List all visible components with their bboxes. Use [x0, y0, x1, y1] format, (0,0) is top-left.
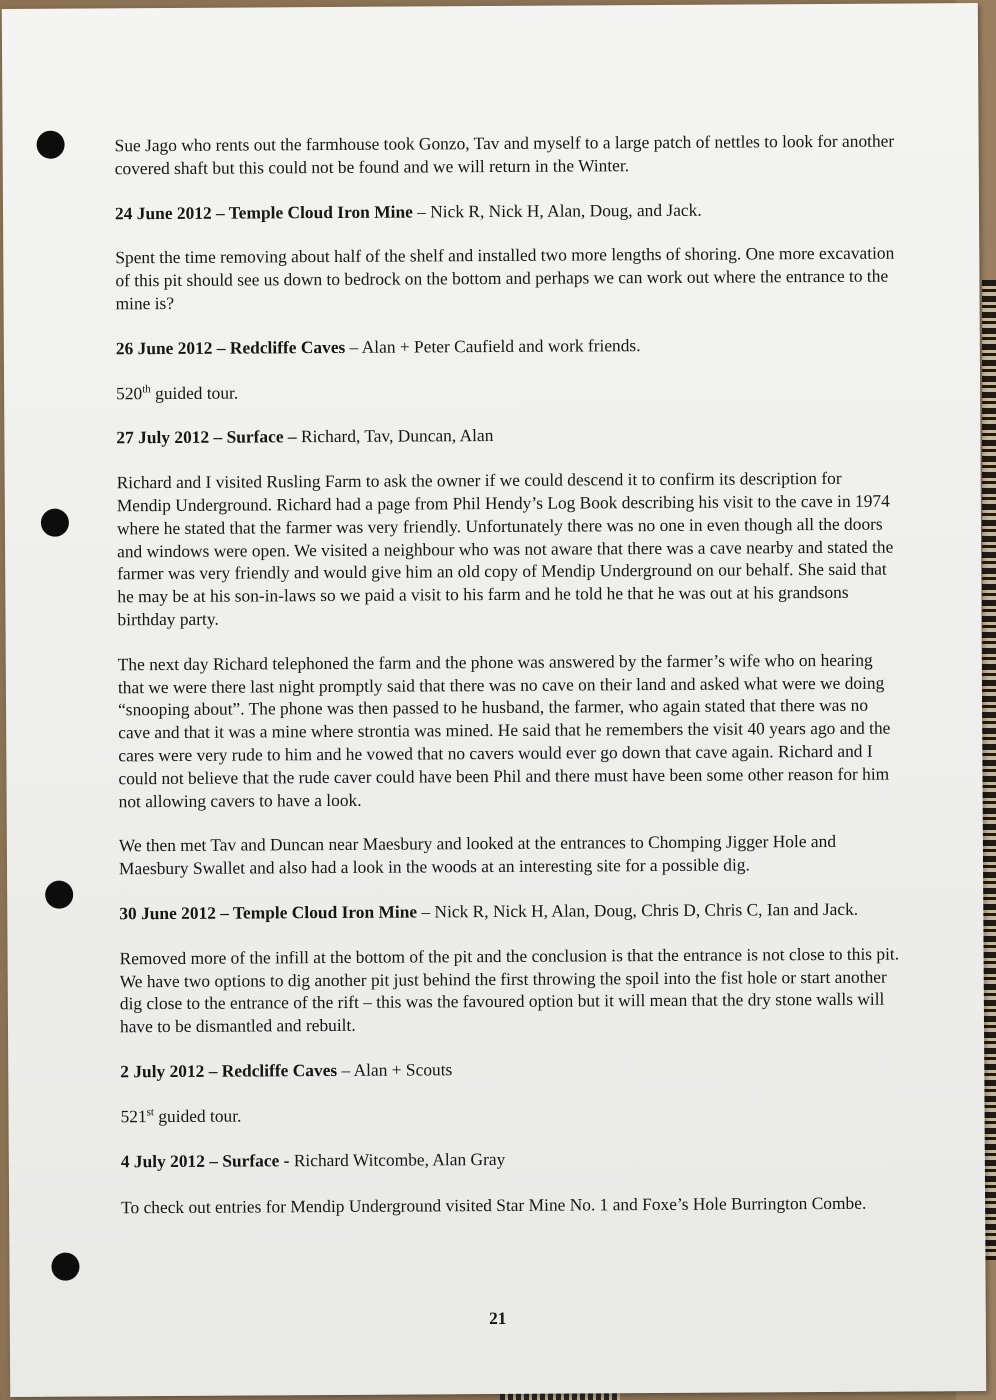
tour-count: 520th guided tour.	[116, 382, 239, 403]
entry-location: Surface	[222, 1149, 280, 1171]
entry-people: Alan + Peter Caufield and work friends.	[361, 334, 641, 357]
entry-date: 27 July 2012	[116, 427, 210, 448]
paragraph: Richard and I visited Rusling Farm to ask the owner if we could descend it to confirm its description for Mendip Underground. Richard had a page from Phil Hendy’s Log Book describing his visit to the cave in 1974 where he stated that the farmer was very friendly. Unfortunately there was no one in even though all the doors and windows were open. We visited a neighbour who was not aware that there was a cave nearby and stated the farmer was very friendly and would give him an old copy of Mendip Underground on our behalf. She said that he may be at his son-in-laws so we paid a visit to his farm and he told he that he was out at his grandsons birthday party.	[116, 468, 894, 630]
entry-date: 24 June 2012	[114, 202, 212, 223]
document-page	[2, 3, 986, 1397]
entry-location: Redcliffe Caves	[229, 336, 346, 358]
punch-hole-2	[41, 509, 69, 537]
tour-count: 521st guided tour.	[120, 1105, 242, 1126]
punch-hole-1	[37, 131, 65, 159]
log-entry-heading: 4 July 2012 – Surface - Richard Witcombe, Alan Gray	[120, 1148, 506, 1171]
paragraph: The next day Richard telephoned the farm and the phone was answered by the farmer’s wife who on hearing that we were there last night promptly said that there was no cave on their land and asked what were we doing “snooping about”. The phone was then passed to he husband, the farmer, who again stated that there was no cave and that it was a mine where strontia was mined. He said that he remembers the visit 40 years ago and the cares were very rude to him and he vowed that no cavers would ever go down that cave again. Richard and I could not believe that the rude caver could have been Phil and there must have been some other reason for him not allowing cavers to have a look.	[117, 649, 891, 811]
document-body	[114, 116, 903, 1220]
entry-people: Nick R, Nick H, Alan, Doug, Chris D, Chris C, Ian and Jack.	[434, 898, 859, 922]
log-entry-heading: 26 June 2012 – Redcliffe Caves – Alan + Peter Caufield and work friends.	[115, 334, 641, 359]
punch-hole-3	[45, 881, 73, 909]
log-entry-heading: 27 July 2012 – Surface – Richard, Tav, Duncan, Alan	[116, 425, 494, 448]
entry-date: 4 July 2012	[120, 1150, 205, 1171]
paragraph: Spent the time removing about half of the shelf and installed two more lengths of shoring. One more excavation of this pit should see us down to bedrock on the bottom and perhaps we can work out where the entrance to the mine is?	[115, 242, 895, 314]
punch-hole-4	[51, 1253, 79, 1281]
paragraph: Sue Jago who rents out the farmhouse took Gonzo, Tav and myself to a large patch of nettles to look for another covered shaft but this could not be found and we will return in the Winter.	[114, 130, 895, 179]
log-entry-heading: 30 June 2012 – Temple Cloud Iron Mine – Nick R, Nick H, Alan, Doug, Chris D, Chris C, Ian and Jack.	[119, 898, 859, 924]
entry-people: Nick R, Nick H, Alan, Doug, and Jack.	[430, 199, 702, 221]
entry-people: Richard Witcombe, Alan Gray	[293, 1148, 506, 1170]
paragraph: Removed more of the infill at the bottom of the pit and the conclusion is that the entrance is not close to this pit. We have two options to dig another pit just behind the first throwing the spoil into the fist hole or start another dig close to the entrance of the rift – this was the favoured option but it will mean that the dry stone walls will have to be dismantled and rebuilt.	[119, 943, 900, 1037]
entry-location: Redcliffe Caves	[221, 1059, 338, 1081]
page-number: 21	[489, 1307, 507, 1329]
entry-location: Temple Cloud Iron Mine	[232, 901, 418, 923]
entry-people: Richard, Tav, Duncan, Alan	[300, 425, 494, 447]
paragraph: To check out entries for Mendip Underground visited Star Mine No. 1 and Foxe’s Hole Burrington Combe.	[121, 1193, 867, 1218]
entry-date: 26 June 2012	[115, 337, 213, 359]
entry-date: 2 July 2012	[120, 1060, 205, 1082]
entry-date: 30 June 2012	[119, 902, 216, 924]
log-entry-heading: 2 July 2012 – Redcliffe Caves – Alan + Scouts	[120, 1059, 453, 1082]
entry-people: Alan + Scouts	[353, 1059, 453, 1080]
paragraph: We then met Tav and Duncan near Maesbury and looked at the entrances to Chomping Jigger Hole and Maesbury Swallet and also had a look in the woods at an interesting site for a possible dig.	[118, 831, 837, 879]
log-entry-heading: 24 June 2012 – Temple Cloud Iron Mine – Nick R, Nick H, Alan, Doug, and Jack.	[114, 199, 702, 223]
entry-location: Temple Cloud Iron Mine	[228, 201, 413, 223]
entry-location: Surface	[226, 426, 284, 448]
